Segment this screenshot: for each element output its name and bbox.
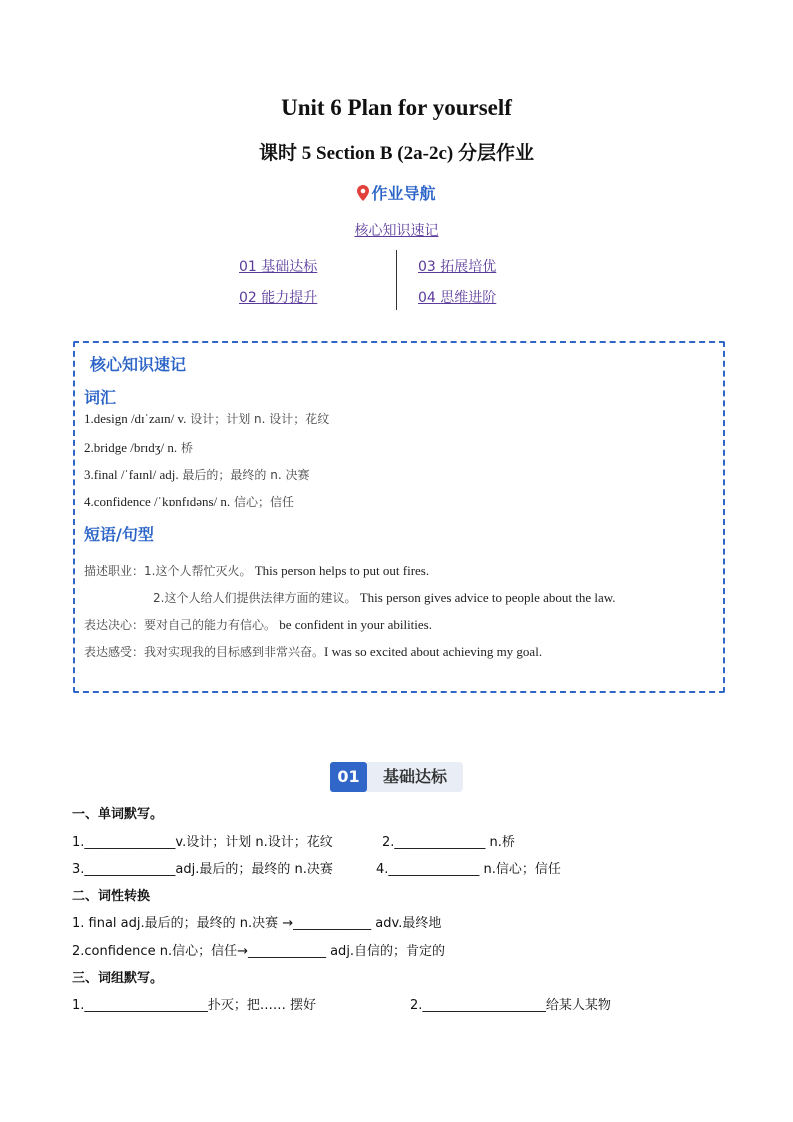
nav-heading <box>0 181 793 205</box>
phrase-cn: 表达感受：我对实现我的目标感到非常兴奋。 <box>84 645 325 659</box>
phrase-item <box>84 616 432 633</box>
phrase-en: This person gives advice to people about the law. <box>356 590 616 605</box>
section-label: 基础达标 <box>367 762 463 792</box>
phrase-cn: 2.这个人给人们提供法律方面的建议。 <box>153 591 357 605</box>
nav-heading-label: 作业导航 <box>371 184 436 203</box>
vocab-cn: 信心；信任 <box>230 495 294 509</box>
exercise-heading: 三、词组默写。 <box>72 971 164 986</box>
nav-link-04[interactable]: 04 思维进阶 <box>418 290 497 306</box>
phrase-item <box>153 589 616 606</box>
exercise-item: 2.confidence n.信心；信任→____________ adj.自信的；肯定的 <box>72 944 446 959</box>
phrase-heading: 短语/句型 <box>84 525 154 544</box>
vocab-cn: 设计；计划 n. 设计；花纹 <box>186 412 330 426</box>
vocab-cn: 最后的；最终的 n. 决赛 <box>178 468 310 482</box>
exercise-heading: 二、词性转换 <box>72 889 151 904</box>
exercise-heading: 一、单词默写。 <box>72 807 164 822</box>
exercise-item: 4.______________ n.信心；信任 <box>376 862 561 877</box>
exercise-item: 1.___________________扑灭；把…… 摆好 <box>72 998 317 1013</box>
location-pin-icon <box>357 185 369 205</box>
phrase-en: This person helps to put out fires. <box>251 563 430 578</box>
exercise-item: 3.______________adj.最后的；最终的 n.决赛 <box>72 862 333 877</box>
nav-core-link-wrap <box>0 220 793 240</box>
vocab-en: 2.bridge /brɪdʒ/ n. <box>84 440 178 455</box>
knowledge-box <box>73 341 725 693</box>
vocab-heading: 词汇 <box>84 388 117 407</box>
page-subtitle: 课时 5 Section B (2a-2c) 分层作业 <box>259 143 534 164</box>
vocab-en: 4.confidence /ˈkɒnfɪdəns/ n. <box>84 494 231 509</box>
nav-divider <box>396 250 397 310</box>
nav-link-03[interactable]: 03 拓展培优 <box>418 259 497 275</box>
nav-link-02[interactable]: 02 能力提升 <box>239 290 318 306</box>
exercise-item: 2.______________ n.桥 <box>382 835 515 850</box>
exercise-item: 1.______________v.设计；计划 n.设计；花纹 <box>72 835 333 850</box>
vocab-item <box>84 439 193 456</box>
phrase-en: I was so excited about achieving my goal. <box>324 644 543 659</box>
knowledge-title: 核心知识速记 <box>90 355 187 374</box>
nav-link-01[interactable]: 01 基础达标 <box>239 259 318 275</box>
section-number: 01 <box>330 762 367 792</box>
phrase-item <box>84 562 429 579</box>
vocab-item <box>84 410 329 427</box>
vocab-en: 3.final /ˈfaɪnl/ adj. <box>84 467 179 482</box>
exercise-item: 2.___________________给某人某物 <box>410 998 611 1013</box>
phrase-cn: 描述职业：1.这个人帮忙灭火。 <box>84 564 252 578</box>
exercise-item: 1. final adj.最后的；最终的 n.决赛 →____________ adv.最终地 <box>72 916 442 931</box>
vocab-cn: 桥 <box>177 441 193 455</box>
page-title: Unit 6 Plan for yourself <box>281 95 512 120</box>
section-badge <box>330 762 463 792</box>
vocab-item <box>84 493 294 510</box>
phrase-item <box>84 643 542 660</box>
nav-link-core[interactable]: 核心知识速记 <box>354 223 439 239</box>
phrase-en: be confident in your abilities. <box>276 617 432 632</box>
vocab-item <box>84 466 309 483</box>
phrase-cn: 表达决心：要对自己的能力有信心。 <box>84 618 277 632</box>
vocab-en: 1.design /dɪˈzaɪn/ v. <box>84 411 187 426</box>
